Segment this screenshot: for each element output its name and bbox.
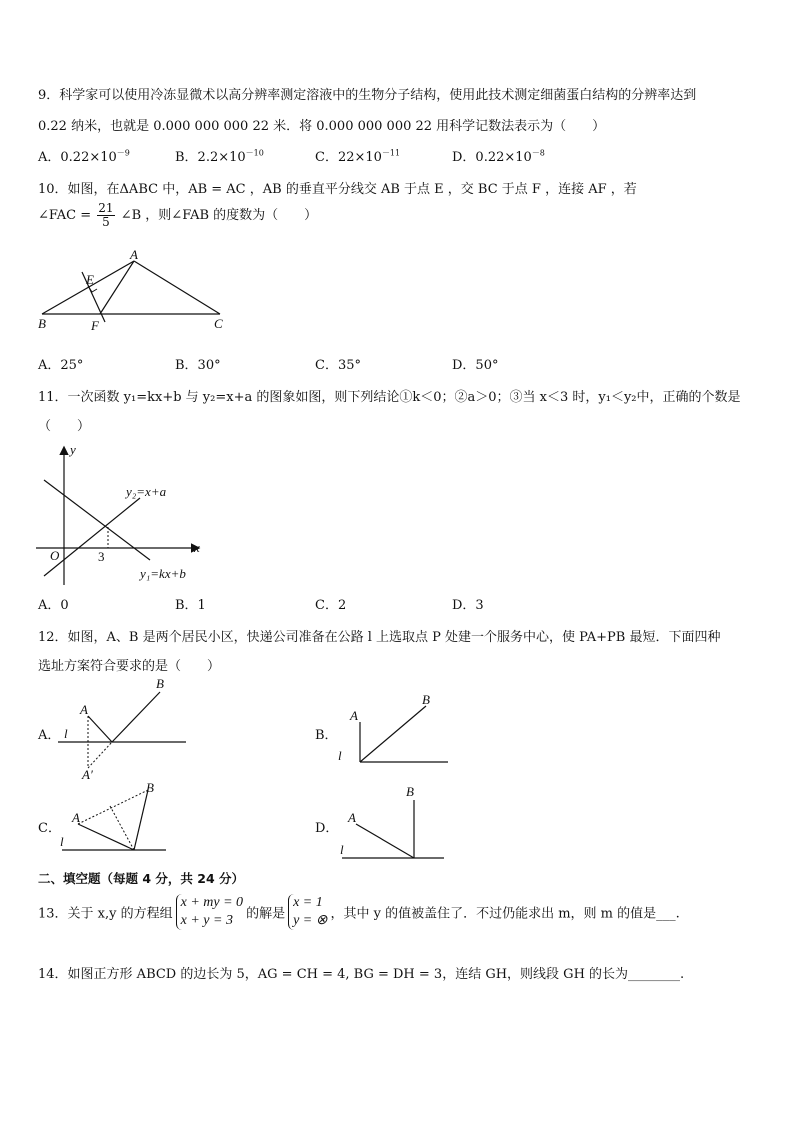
q10-line2 (38, 202, 317, 229)
q13-sys1-eq2: x + y = 3 (180, 913, 233, 928)
q12c-label-l: l (60, 834, 64, 849)
q9-option-a: A．$0.22\times 10^{-9}$ (38, 148, 130, 165)
q12a-dashed-link (88, 742, 112, 768)
q10-label-a: A (130, 248, 138, 262)
q12c-label-b: B (146, 780, 154, 795)
q12a-label-l: l (64, 726, 68, 741)
q12d-label-a: A (348, 810, 356, 825)
q13-sys2-eq2: y = ⊗ (293, 913, 328, 928)
q12-line2: 选址方案符合要求的是（ ） (38, 659, 221, 674)
q12c-seg-pa (78, 824, 134, 850)
q12c-label-a: A (72, 810, 80, 825)
q12c-dashed-ab (78, 790, 148, 824)
q13-suffix: ，其中 y 的值被盖住了．不过仍能求出 m，则 m 的值是___. (330, 906, 680, 922)
q12-option-a: A． (38, 728, 61, 743)
q13-middle: 的解是 (246, 906, 286, 922)
q11-graph-figure (30, 440, 220, 590)
q12a-label-a-prime: A′ (82, 767, 93, 782)
q12d-seg-pa (356, 824, 414, 858)
q10-option-d: D．50° (452, 358, 499, 373)
q13-line (38, 894, 680, 930)
q10-prefix: ∠FAC = (38, 208, 92, 223)
q12a-seg-pb (112, 692, 160, 742)
q11-line1: 11．一次函数 y₁=kx+b 与 y₂=x+a 的图象如图，则下列结论①k＜0；②a＞0；③当 x＜3 时，y₁＜y₂中，正确的个数是 (38, 390, 741, 405)
q11-label-three: 3 (98, 549, 105, 564)
q14-line: 14．如图正方形 ABCD 的边长为 5，AG = CH = 4, BG = DH = 3，连结 GH，则线段 GH 的长为________. (38, 967, 685, 982)
q12-option-b: B． (315, 728, 338, 743)
q11-label-x: x (194, 540, 200, 555)
q10-label-f: F (91, 318, 99, 333)
q12-figure-d (336, 784, 451, 864)
q11-label-y2: y₂=x+a (126, 484, 167, 499)
q9-option-c: C．$22\times 10^{-11}$ (315, 148, 401, 165)
q10-suffix: ∠B ，则∠FAB 的度数为（ ） (120, 208, 318, 223)
q12-line1: 12．如图，A、B 是两个居民小区，快递公司准备在公路 l 上选取点 P 处建一个服务中心，使 PA+PB 最短．下面四种 (38, 630, 721, 645)
section-title: 二、填空题（每题 4 分，共 24 分） (38, 871, 245, 886)
q11-option-b: B．1 (175, 598, 206, 613)
q12b-label-b: B (422, 692, 430, 707)
q9-line2: 0.22 纳米，也就是 0.000 000 000 22 米．将 0.000 000 000 22 用科学记数法表示为（ ） (38, 119, 606, 134)
q10-frac-num: 21 (98, 201, 114, 215)
q12-option-c: C． (38, 821, 61, 836)
q12d-label-l: l (340, 842, 344, 857)
q10-option-a: A．25° (38, 358, 84, 373)
q12b-label-a: A (350, 708, 358, 723)
q12a-label-b: B (156, 676, 164, 691)
q10-triangle-figure (30, 248, 240, 336)
q12-option-d: D． (315, 821, 339, 836)
q10-line1: 10．如图，在ΔABC 中，AB = AC ，AB 的垂直平分线交 AB 于点 E ，交 BC 于点 F ，连接 AF ，若 (38, 182, 637, 197)
q9-option-d: D．$0.22\times 10^{-8}$ (452, 148, 545, 165)
q12-figure-a (58, 676, 188, 786)
q10-seg-ab (42, 261, 134, 314)
q11-option-d: D．3 (452, 598, 484, 613)
q9-option-b: B．$2.2\times 10^{-10}$ (175, 148, 264, 165)
q11-option-c: C．2 (315, 598, 347, 613)
q12d-label-b: B (406, 784, 414, 799)
q12b-label-l: l (338, 748, 342, 763)
q12a-label-a: A (80, 702, 88, 717)
q10-seg-ac (134, 261, 220, 314)
q10-option-b: B．30° (175, 358, 221, 373)
q13-sys2-eq1: x = 1 (293, 895, 323, 910)
q11-label-y: y (70, 442, 76, 457)
q13-equation-system (176, 894, 243, 930)
q9-line1: 9．科学家可以使用冷冻显微术以高分辨率测定溶液中的生物分子结构，使用此技术测定细菌蛋白结构的分辨率达到 (38, 88, 697, 103)
q12a-seg-pa (88, 716, 112, 742)
q10-label-b: B (38, 316, 46, 331)
q11-label-y1: y₁=kx+b (140, 566, 186, 581)
q12c-dashed-perp (110, 806, 134, 850)
q10-label-c: C (214, 316, 223, 331)
q11-option-a: A．0 (38, 598, 69, 613)
q12c-seg-pb (134, 790, 148, 850)
q10-seg-af (100, 261, 134, 314)
q10-option-c: C．35° (315, 358, 361, 373)
q11-line-y2 (44, 498, 140, 576)
q10-label-e: E (86, 272, 94, 287)
q11-line2: （ ） (38, 419, 91, 434)
q13-prefix: 13．关于 x,y 的方程组 (38, 906, 173, 922)
q12b-seg-pb (360, 706, 426, 762)
q12-figure-c (56, 778, 171, 860)
q10-frac-den: 5 (102, 215, 110, 229)
q13-solution-system (288, 894, 327, 930)
q13-sys1-eq1: x + my = 0 (180, 895, 244, 910)
q11-label-origin: O (50, 548, 60, 563)
q10-fraction (97, 202, 114, 229)
q12-figure-b (336, 690, 451, 770)
